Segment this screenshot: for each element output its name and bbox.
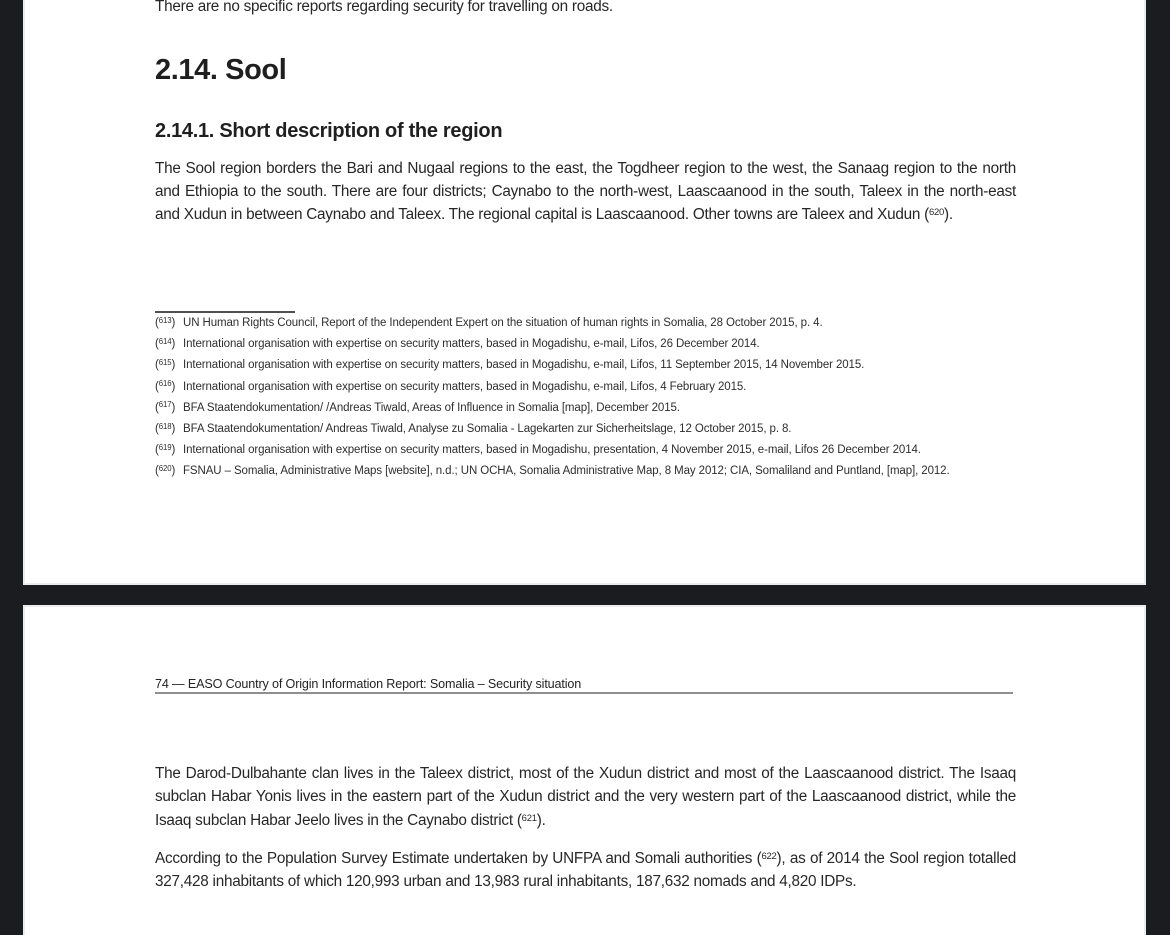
footnote-text: International organisation with expertise on security matters, based in Mogadishu, presentation, 4 November 2015, e-mail, Lifos 26 December 2014. <box>183 444 921 457</box>
footnote-text: BFA Staatendokumentation/ /Andreas Tiwald, Areas of Influence in Somalia [map], December 2015. <box>183 401 680 414</box>
footnote-ref: ($^{616}$) <box>155 379 176 393</box>
footnote-item <box>155 359 1030 380</box>
paragraph-text-after: ). <box>536 811 546 829</box>
footnote-text: UN Human Rights Council, Report of the Independent Expert on the situation of human rights in Somalia, 28 October 2015, p. 4. <box>183 317 823 329</box>
footnote-item <box>155 444 1030 465</box>
footnote-ref: ($^{613}$) <box>155 315 176 329</box>
running-header <box>155 675 1016 693</box>
footnote-ref: ($^{618}$) <box>155 421 176 435</box>
section-heading: 2.14. Sool <box>155 54 287 86</box>
paragraph-text-after: ). <box>944 206 953 223</box>
footnote-ref: ($^{617}$) <box>155 400 176 414</box>
subsection-heading: 2.14.1. Short description of the region <box>155 120 503 142</box>
footnote-item <box>155 423 1030 444</box>
footnote-item <box>155 317 1030 338</box>
paragraph-text-after: ), as of 2014 the Sool region totalled 327,428 inhabitants of which 120,993 urban and 13,983 rural inhabitants, 187,632 nomads and 4,820 IDPs. <box>155 850 1016 891</box>
pdf-page-2 <box>23 605 1146 935</box>
footnote-item <box>155 338 1030 359</box>
footnote-item <box>155 402 1030 423</box>
pdf-page-1 <box>23 0 1146 585</box>
paragraph-text: The Darod-Dulbahante clan lives in the Taleex district, most of the Xudun district and most of the Laascaanood district. The Isaaq subclan Habar Yonis lives in the eastern part of the Xudun district and the very western part of the Laascaanood district, while the Isaaq subclan Habar Jeelo lives in the Caynabo district ( <box>155 765 1016 829</box>
running-header-text: 74 — EASO Country of Origin Information Report: Somalia – Security situation <box>155 677 582 691</box>
footnote-marker-621: 621 <box>521 812 537 824</box>
running-header-rule <box>155 692 1013 694</box>
footnote-item <box>155 381 1030 402</box>
footnote-marker-622: 622 <box>761 851 777 863</box>
footnote-ref: ($^{614}$) <box>155 336 176 351</box>
footnote-text: FSNAU – Somalia, Administrative Maps [website], n.d.; UN OCHA, Somalia Administrative Map, 8 May 2012; CIA, Somaliland and Puntland, [map], 2012. <box>183 465 950 478</box>
paragraph-text: According to the Population Survey Estimate undertaken by UNFPA and Somali authorities ( <box>155 850 762 867</box>
footnote-text: BFA Staatendokumentation/ Andreas Tiwald, Analyse zu Somalia - Lagekarten zur Sicherheitslage, 12 October 2015, p. 8. <box>183 422 792 435</box>
footnote-text: International organisation with expertise on security matters, based in Mogadishu, e-mail, Lifos, 4 February 2015. <box>183 380 747 393</box>
region-description-paragraph <box>155 157 1016 226</box>
footnote-ref: ($^{619}$) <box>155 442 176 457</box>
clans-paragraph <box>155 762 1016 832</box>
footnote-marker-620: 620 <box>928 207 945 219</box>
footnote-item <box>155 465 1030 486</box>
footnote-text: International organisation with expertise on security matters, based in Mogadishu, e-mail, Lifos, 26 December 2014. <box>183 338 760 351</box>
footnote-separator-rule <box>155 311 295 313</box>
footnotes-list <box>155 317 1030 487</box>
footnote-text: International organisation with expertise on security matters, based in Mogadishu, e-mail, Lifos, 11 September 2015, 14 November 2015. <box>183 359 865 372</box>
population-paragraph <box>155 847 1016 894</box>
footnote-ref: ($^{620}$) <box>155 464 176 478</box>
paragraph-text: The Sool region borders the Bari and Nugaal regions to the east, the Togdheer region to the west, the Sanaag region to the north and Ethiopia to the south. There are four districts; Caynabo to the north-west, Laascaanood in the south, Taleex in the north-east and Xudun in between Caynabo and Taleex. The regional capital is Laascaanood. Other towns are Taleex and Xudun ( <box>155 160 1016 223</box>
intro-paragraph: There are no specific reports regarding security for travelling on roads. <box>155 0 613 15</box>
footnote-ref: ($^{615}$) <box>155 358 176 372</box>
